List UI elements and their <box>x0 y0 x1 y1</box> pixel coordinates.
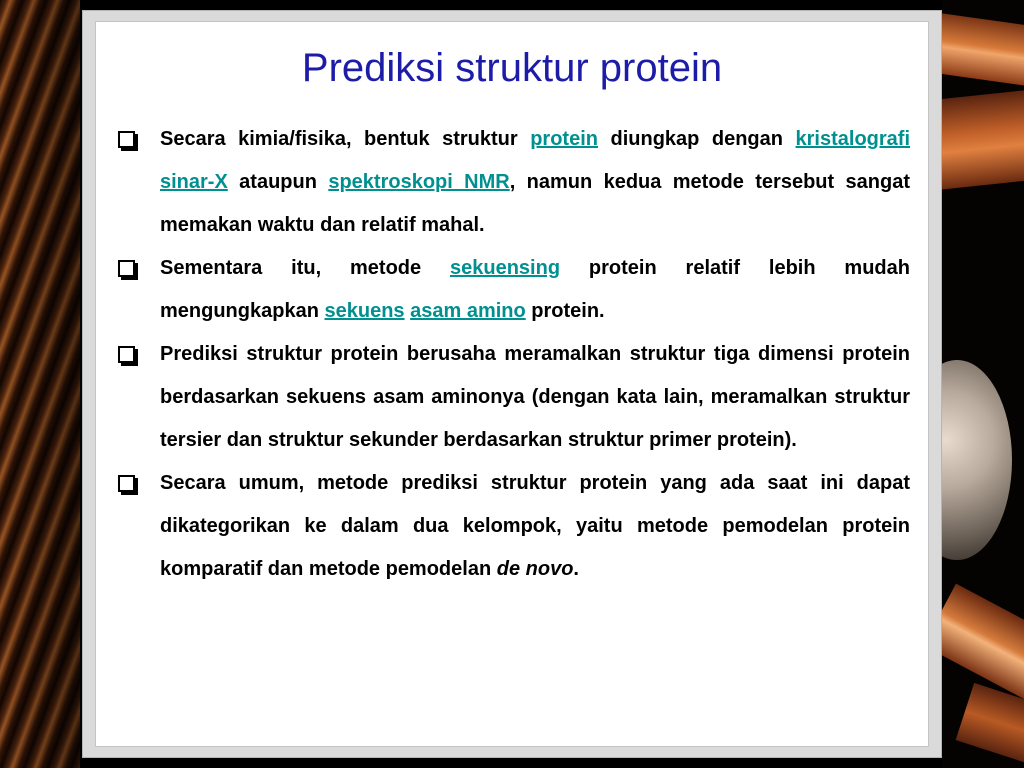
checkbox-bullet-icon <box>118 260 135 277</box>
decor-band <box>942 89 1024 191</box>
bullet-list <box>115 118 910 591</box>
bullet-text: protein relatif lebih mudah mengungkapkan <box>160 257 910 322</box>
link-sekuens[interactable]: sekuens <box>324 300 405 322</box>
bullet-text-italic: de novo <box>496 558 574 580</box>
bullet-text: protein. <box>525 300 605 322</box>
link-asam-amino[interactable]: asam amino <box>410 300 526 322</box>
bullet-item <box>115 247 910 333</box>
bullet-item <box>115 118 910 247</box>
link-sekuensing[interactable]: sekuensing <box>450 257 561 279</box>
link-kristalografi-sinar-x[interactable]: kristalografi sinar-X <box>160 128 910 193</box>
checkbox-bullet-icon <box>118 131 135 148</box>
link-spektroskopi-nmr[interactable]: spektroskopi NMR <box>328 171 510 193</box>
bullet-item <box>115 462 910 591</box>
bullet-text: Prediksi struktur protein berusaha meramalkan struktur tiga dimensi protein berdasarkan sekuens asam aminonya (dengan kata lain, meramalkan struktur tersier dan struktur sekunder berdasarkan struktur primer protein). <box>160 343 910 451</box>
bullet-text: . <box>573 558 579 580</box>
bullet-text: , namun kedua metode tersebut sangat memakan waktu dan relatif mahal. <box>160 171 910 236</box>
bullet-text: Secara kimia/fisika, bentuk struktur <box>160 128 531 150</box>
bullet-text: ataupun <box>227 171 329 193</box>
checkbox-bullet-icon <box>118 475 135 492</box>
slide-title: Prediksi struktur protein <box>301 46 723 90</box>
bullet-item <box>115 333 910 462</box>
background-right-decoration <box>942 0 1024 768</box>
decor-band <box>956 683 1024 768</box>
background-left-decoration <box>0 0 80 768</box>
bullet-text: Secara umum, metode prediksi struktur protein yang ada saat ini dapat dikategorikan ke dalam dua kelompok, yaitu metode pemodelan protein komparatif dan metode pemodelan <box>160 472 910 580</box>
checkbox-bullet-icon <box>118 346 135 363</box>
bullet-text: Sementara itu, metode <box>160 257 450 279</box>
link-protein[interactable]: protein <box>530 128 598 150</box>
bullet-text: diungkap dengan <box>597 128 796 150</box>
decor-orb <box>942 360 1012 560</box>
